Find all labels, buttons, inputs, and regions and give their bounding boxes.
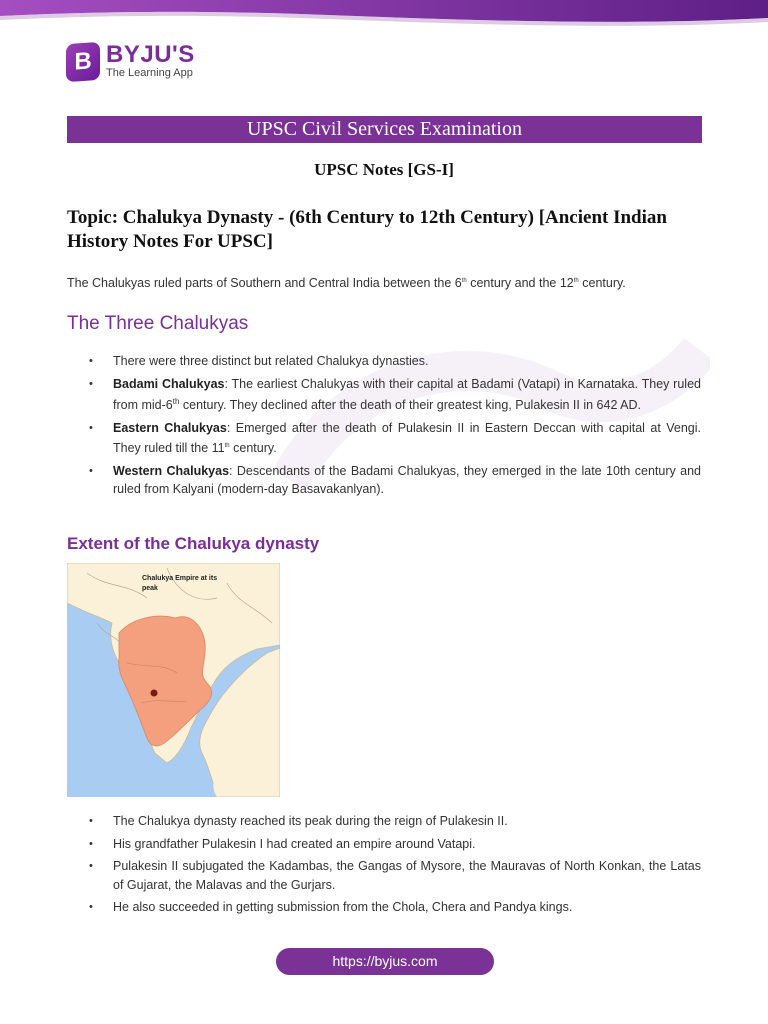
list-item: • Eastern Chalukyas: Emerged after the death of Pulakesin II in Eastern Deccan with capital at Vengi. They ruled till the 11th century. — [67, 419, 701, 458]
extent-list — [67, 812, 701, 921]
brand-text — [106, 41, 195, 80]
notes-subtitle: UPSC Notes [GS-I] — [314, 160, 454, 179]
list-item: • Pulakesin II subjugated the Kadambas, the Gangas of Mysore, the Mauravas of North Konkan, the Latas of Gujarat, the Malavas and the Gurjars. — [67, 857, 701, 894]
three-chalukyas-list — [67, 352, 701, 503]
top-swoosh — [0, 0, 768, 30]
exam-banner: UPSC Civil Services Examination — [67, 116, 702, 143]
list-item: • The Chalukya dynasty reached its peak during the reign of Pulakesin II. — [67, 812, 701, 831]
brand-mark-icon: B — [66, 42, 100, 82]
section-heading-extent: Extent of the Chalukya dynasty — [67, 534, 320, 553]
map-label-line2: peak — [142, 585, 158, 592]
chalukya-empire-map — [67, 563, 280, 797]
intro-paragraph: The Chalukyas ruled parts of Southern and Central India between the 6th century and the 12th century. — [67, 276, 626, 290]
list-item: • His grandfather Pulakesin I had created an empire around Vatapi. — [67, 835, 701, 854]
brand-logo — [66, 43, 195, 81]
topic-heading: Topic: Chalukya Dynasty - (6th Century to 12th Century) [Ancient Indian History Notes For UPSC] — [67, 207, 667, 252]
list-item: • Western Chalukyas: Descendants of the Badami Chalukyas, they emerged in the late 10th century and ruled from Kalyani (modern-day Basavakanlyan). — [67, 462, 701, 499]
website-link[interactable]: https://byjus.com — [276, 948, 494, 975]
list-item: • There were three distinct but related Chalukya dynasties. — [67, 352, 701, 371]
brand-name: BYJU'S — [106, 41, 195, 68]
section-heading-three-chalukyas: The Three Chalukyas — [67, 313, 249, 334]
brand-tagline: The Learning App — [106, 67, 193, 79]
map-label-line1: Chalukya Empire at its — [142, 575, 218, 582]
map-capital-marker — [151, 690, 158, 697]
list-item: • Badami Chalukyas: The earliest Chalukyas with their capital at Badami (Vatapi) in Karnataka. They ruled from mid-6th century. They declined after the death of their greatest king, Pulakesin II in 642 AD. — [67, 375, 701, 415]
list-item: • He also succeeded in getting submission from the Chola, Chera and Pandya kings. — [67, 898, 701, 917]
